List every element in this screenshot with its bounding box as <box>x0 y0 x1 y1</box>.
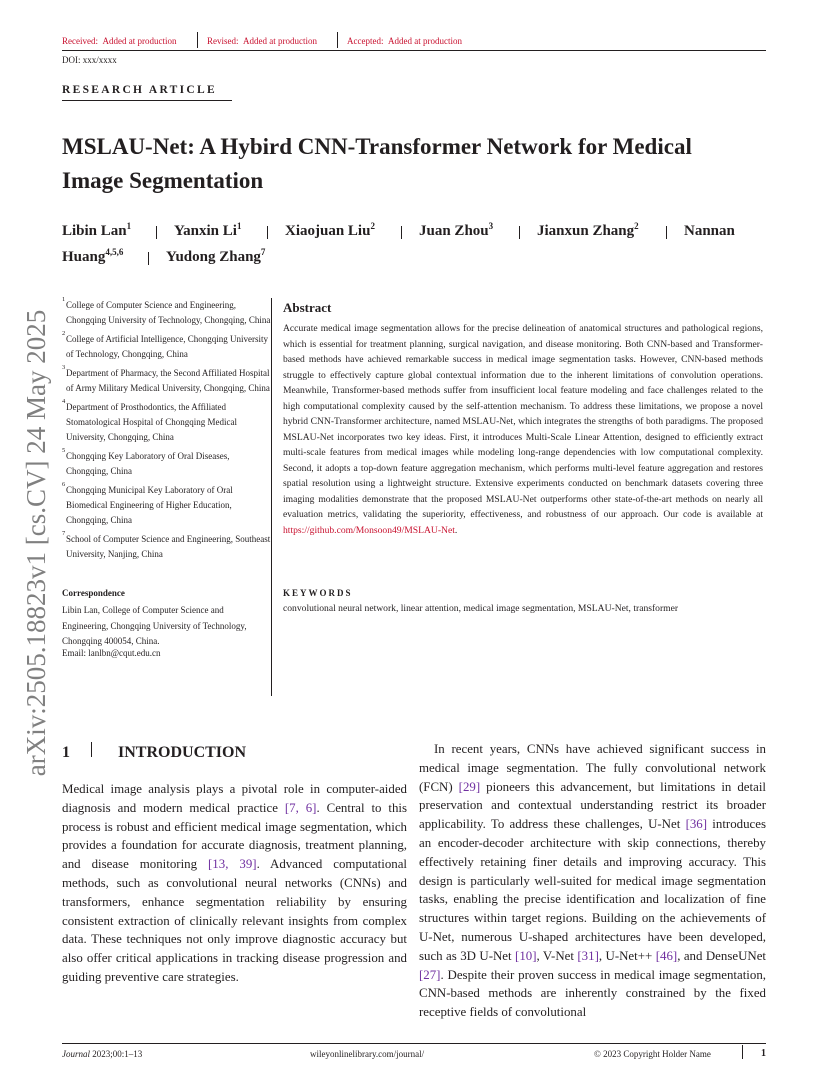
author: Yudong Zhang$^7$ <box>166 247 266 265</box>
section-number: 1 <box>62 744 70 761</box>
keywords-title: KEYWORDS <box>283 588 353 598</box>
paper-title <box>62 130 782 198</box>
affiliation: 2 College of Artificial Intelligence, Chongqing University of Technology, Chongqing, China <box>62 330 268 359</box>
author-separator <box>148 252 149 265</box>
arxiv-identifier: arXiv:2505.18823v1 [cs.CV] 24 May 2025 <box>21 309 51 777</box>
correspondence-email: Email: lanlbn@cqut.edu.cn <box>62 648 161 658</box>
doi: DOI: xxx/xxxx <box>62 55 117 65</box>
author: Nannan <box>684 223 735 239</box>
citation-link[interactable]: [10] <box>515 948 537 963</box>
citation-link[interactable]: [27] <box>419 967 441 982</box>
intro-paragraph-right <box>419 740 766 1022</box>
intro-text: Medical image analysis plays a pivotal role in computer-aided diagnosis and modern medical practice <box>62 782 407 815</box>
affiliation: 3 Department of Pharmacy, the Second Affiliated Hospital of Army Military Medical University, Chongqing, China <box>62 364 270 393</box>
intro-text: . Central to this process is robust and efficient medical image segmentation, which provides a foundation for accurate diagnosis, treatment planning, and disease monitoring <box>62 800 408 872</box>
citation-link[interactable]: [46] <box>655 948 678 963</box>
correspondence-text: Libin Lan, College of Computer Science and Engineering, Chongqing University of Technology, Chongqing 400054, China. <box>62 605 247 646</box>
footer-rule <box>62 1043 766 1044</box>
intro-text: , and DenseUNet <box>677 948 767 963</box>
citation-link[interactable]: [7, 6] <box>284 800 317 815</box>
date-separator <box>337 32 338 48</box>
author-separator <box>156 226 157 239</box>
citation-link[interactable]: [29] <box>458 779 481 794</box>
section-separator <box>91 742 92 757</box>
citation-link[interactable]: [36] <box>685 817 708 832</box>
author: Huang$^{4,5,6}$ <box>62 247 124 265</box>
column-divider <box>271 298 272 696</box>
article-type-rule <box>62 100 232 101</box>
header-rule <box>62 50 766 51</box>
intro-text: . Despite their proven success in medical image segmentation, CNN-based methods are inherently constrained by the fixed receptive fields of convolutional <box>419 967 766 1020</box>
intro-text: . Advanced computational methods, such as convolutional neural networks (CNNs) and transformers, enhance segmentation reliability by ensuring consistent extraction of clinically relevant insights from complex data. These techniques not only improve diagnostic accuracy but also offer critical applications in tracking disease progression and guiding preventive care strategies. <box>62 857 408 984</box>
intro-text: , U-Net++ <box>598 948 656 963</box>
author: Yanxin Li$^1$ <box>174 221 242 239</box>
affiliation: 1 College of Computer Science and Engineering, Chongqing University of Technology, Chongqing, China <box>62 296 271 325</box>
author: Juan Zhou$^3$ <box>419 221 494 239</box>
revised-date: Revised: Added at production <box>207 36 317 46</box>
affiliation: 5 Chongqing Key Laboratory of Oral Diseases, Chongqing, China <box>62 447 230 476</box>
footer-journal: Journal 2023;00:1–13 <box>62 1049 143 1059</box>
intro-text: , V-Net <box>536 948 578 963</box>
title-line: MSLAU-Net: A Hybird CNN-Transformer Network for Medical <box>62 134 692 159</box>
citation-link[interactable]: [31] <box>577 948 599 963</box>
affiliation: 4 Department of Prosthodontics, the Affiliated Stomatological Hospital of Chongqing Medical University, Chongqing, China <box>62 398 237 442</box>
accepted-date: Accepted: Added at production <box>347 36 462 46</box>
abstract-text: Accurate medical image segmentation allows for the precise delineation of anatomical structures and pathological regions, which is essential for treatment planning, surgical navigation, and disease monitoring. Both CNN-based and Transformer-based methods have achieved remarkable success in medical image segmentation tasks. However, CNN-based methods struggle to effectively capture global contextual information due to the inherent limitations of convolution operations. Meanwhile, Transformer-based methods suffer from insufficient local feature modeling and face challenges related to the high computational complexity caused by the self-attention mechanism. To address these limitations, we propose a novel hybrid CNN-Transformer architecture, named MSLAU-Net, which integrates the strengths of both paradigms. The proposed MSLAU-Net incorporates two key ideas. First, it introduces Multi-Scale Linear Attention, designed to efficiently extract multi-scale features from medical images while modeling long-range dependencies with low computational complexity. Second, it adopts a top-down feature aggregation mechanism, which performs multi-level feature aggregation and restores spatial resolution using a lightweight structure. Extensive experiments conducted on benchmark datasets covering three imaging modalities demonstrate that the proposed MSLAU-Net outperforms other state-of-the-art methods on nearly all evaluation metrics, validating the superiority, effectiveness, and robustness of our approach. Our code is available at https://github.com/Monsoon49/MSLAU-Net. <box>283 323 763 536</box>
affiliation: 7 School of Computer Science and Engineering, Southeast University, Nanjing, China <box>62 530 271 559</box>
affiliation: 6 Chongqing Municipal Key Laboratory of Oral Biomedical Engineering of Higher Education, Chongqing, China <box>62 481 233 525</box>
author: Libin Lan$^1$ <box>62 221 132 239</box>
section-title: INTRODUCTION <box>118 744 247 761</box>
citation-link[interactable]: [13, 39] <box>208 857 257 872</box>
author: Xiaojuan Liu$^2$ <box>285 221 375 239</box>
author-separator <box>666 226 667 239</box>
intro-text: In recent years, CNNs have achieved significant success in medical image segmentation. The fully convolutional network (FCN) <box>419 742 766 794</box>
author-separator <box>401 226 402 239</box>
intro-text: pioneers this advancement, but limitations in detail preservation and contextual understanding restrict its broader applicability. To address these challenges, U-Net <box>419 779 766 832</box>
abstract-title: Abstract <box>283 300 332 315</box>
title-line: Image Segmentation <box>62 168 264 193</box>
article-type: RESEARCH ARTICLE <box>62 84 217 96</box>
arxiv-stamp <box>16 293 56 793</box>
footer-separator <box>742 1045 743 1059</box>
footer-website: wileyonlinelibrary.com/journal/ <box>310 1049 425 1059</box>
code-link[interactable]: https://github.com/Monsoon49/MSLAU-Net <box>283 524 455 536</box>
received-date: Received: Added at production <box>62 36 177 46</box>
affiliations <box>62 298 272 566</box>
correspondence-title: Correspondence <box>62 588 125 598</box>
page-number: 1 <box>761 1048 766 1059</box>
intro-paragraph-left <box>62 780 407 987</box>
author-separator <box>267 226 268 239</box>
footer-copyright: © 2023 Copyright Holder Name <box>594 1049 711 1059</box>
date-separator <box>197 32 198 48</box>
author: Jianxun Zhang$^2$ <box>537 221 639 239</box>
author-separator <box>519 226 520 239</box>
keywords-text: convolutional neural network, linear attention, medical image segmentation, MSLAU-Net, transformer <box>283 603 679 614</box>
intro-text: introduces an encoder-decoder architecture with skip connections, thereby effectively retaining finer details and improving accuracy. This design is particularly well-suited for medical image segmentation tasks, enabling the precise identification and localization of fine structures within target regions. Building on the achievements of U-Net, numerous U-shaped architectures have been developed, such as 3D U-Net <box>419 817 767 963</box>
